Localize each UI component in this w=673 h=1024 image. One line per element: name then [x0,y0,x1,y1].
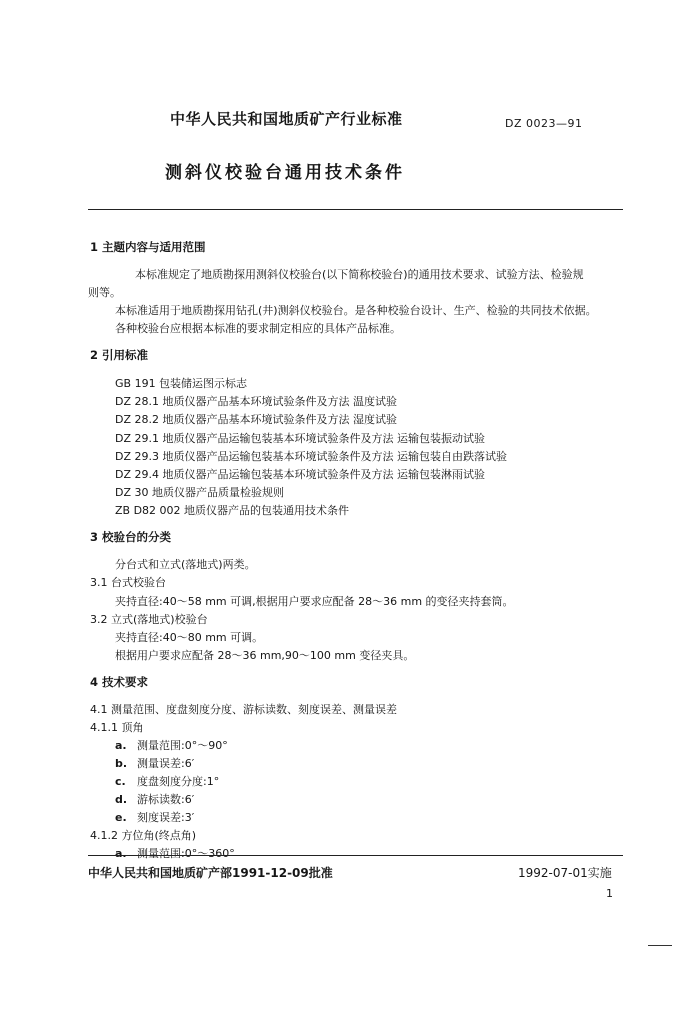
standard-code: DZ 0023—91 [505,117,583,130]
list-item [115,845,235,861]
body-text-line: 根据用户要求应配备 28～36 mm,90～100 mm 变径夹具。 [115,649,415,662]
list-item-label: b. [115,757,128,770]
publisher-header: 中华人民共和国地质矿产行业标准 [170,110,403,128]
list-item-label: a. [115,847,127,860]
section-heading: 1 主题内容与适用范围 [90,240,206,254]
body-text-line: DZ 29.4 地质仪器产品运输包装基本环境试验条件及方法 运输包装淋雨试验 [115,468,485,481]
body-text-line: 本标准适用于地质勘探用钻孔(井)测斜仪校验台。是各种校验台设计、生产、检验的共同技术依据。 [115,304,597,317]
body-text-line: 夹持直径:40～58 mm 可调,根据用户要求应配备 28～36 mm 的变径夹持套筒。 [115,595,514,608]
body-text-line: DZ 30 地质仪器产品质量检验规则 [115,486,284,499]
corner-rule [648,945,672,946]
list-item-label: d. [115,793,128,806]
body-text-line: 则等。 [88,286,121,299]
body-text-line: 4.1.2 方位角(终点角) [90,829,197,842]
body-text-line: ZB D82 002 地质仪器产品的包装通用技术条件 [115,504,350,517]
list-item-text: 游标读数:6′ [137,793,195,806]
body-text-line: 4.1.1 顶角 [90,721,144,734]
list-item-text: 测量范围:0°～90° [137,739,228,752]
footer-rule [88,855,623,856]
list-item-label: e. [115,811,127,824]
document-title: 测斜仪校验台通用技术条件 [165,163,405,183]
page-number: 1 [606,887,613,900]
body-text-line: DZ 29.3 地质仪器产品运输包装基本环境试验条件及方法 运输包装自由跌落试验 [115,450,507,463]
list-item-text: 度盘刻度分度:1° [137,775,220,788]
list-item [115,755,194,771]
body-text-line: 3.2 立式(落地式)校验台 [90,613,208,626]
list-item-label: a. [115,739,127,752]
body-text-line: 夹持直径:40～80 mm 可调。 [115,631,264,644]
list-item-label: c. [115,775,126,788]
implementation-date: 1992-07-01实施 [518,866,612,880]
list-item [115,737,228,753]
section-heading: 3 校验台的分类 [90,530,172,544]
list-item-text: 测量误差:6′ [137,757,195,770]
body-text-line: 各种校验台应根据本标准的要求制定相应的具体产品标准。 [115,322,401,335]
body-text-line: 4.1 测量范围、度盘刻度分度、游标读数、刻度误差、测量误差 [90,703,397,716]
list-item [115,773,219,789]
body-text-line: DZ 28.2 地质仪器产品基本环境试验条件及方法 湿度试验 [115,413,397,426]
body-text-line: 3.1 台式校验台 [90,576,166,589]
list-item-text: 刻度误差:3′ [137,811,195,824]
body-text-line: DZ 29.1 地质仪器产品运输包装基本环境试验条件及方法 运输包装振动试验 [115,432,485,445]
body-text-line: 分台式和立式(落地式)两类。 [115,558,256,571]
list-item [115,791,194,807]
body-text-line: GB 191 包装储运图示标志 [115,377,248,390]
approval-line: 中华人民共和国地质矿产部1991-12-09批准 [88,866,333,880]
body-text-line: DZ 28.1 地质仪器产品基本环境试验条件及方法 温度试验 [115,395,397,408]
section-heading: 2 引用标准 [90,348,149,362]
list-item [115,809,194,825]
section-heading: 4 技术要求 [90,675,149,689]
body-text-line: 本标准规定了地质勘探用测斜仪校验台(以下简称校验台)的通用技术要求、试验方法、检验规 [135,268,584,281]
list-item-text: 测量范围:0°～360° [137,847,235,860]
